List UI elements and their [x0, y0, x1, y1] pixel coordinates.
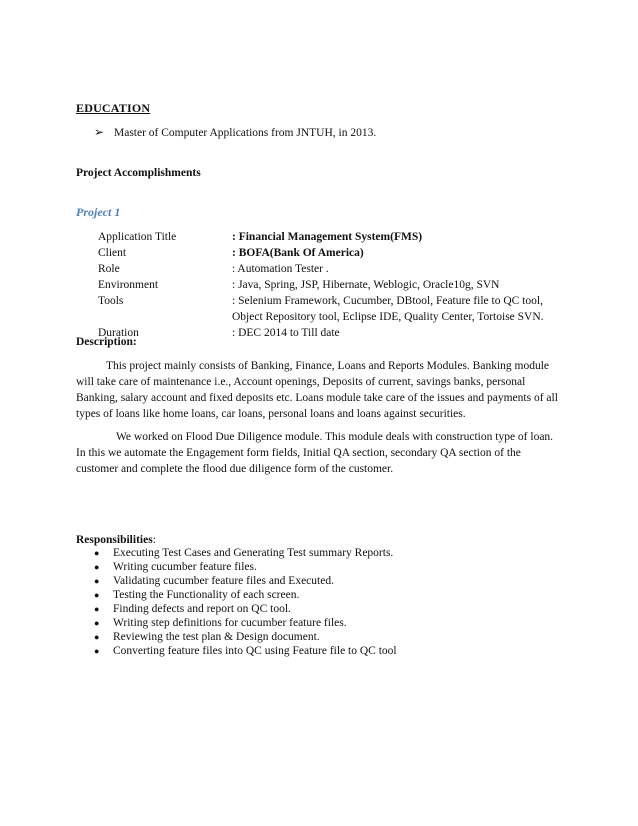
responsibilities-heading-colon: : — [152, 534, 156, 546]
list-item — [94, 546, 397, 560]
description-paragraph-2: We worked on Flood Due Diligence module. This module deals with construction type of loan. In this we automate the Engagement form fields, Initial QA section, secondary QA section of the customer and complete the flood due diligence form of the customer. — [76, 431, 554, 475]
detail-label: Role — [98, 263, 120, 275]
list-item — [94, 574, 397, 588]
detail-row-tools — [98, 293, 568, 309]
bullet-icon: ● — [94, 576, 100, 586]
bullet-icon: ● — [94, 646, 100, 656]
detail-label — [98, 309, 232, 325]
detail-row-duration — [98, 325, 568, 341]
responsibilities-list — [94, 546, 397, 658]
bullet-icon: ● — [94, 604, 100, 614]
description-paragraph-1: This project mainly consists of Banking, Finance, Loans and Reports Modules. Banking module will take care of maintenance i.e., Account openings, Deposits of current, savings banks, personal Banking, salary account and fixed deposits etc. Loans module take care of the issues and payments of all types of loans like home loans, car loans, personal loans and loans against securities. — [76, 360, 558, 420]
detail-label: Environment — [98, 279, 159, 291]
detail-label: Application Title — [98, 231, 177, 243]
list-item — [94, 602, 397, 616]
detail-value: Object Repository tool, Eclipse IDE, Quality Center, Tortoise SVN. — [232, 311, 544, 323]
list-item-text: Validating cucumber feature files and Executed. — [113, 575, 334, 587]
detail-row-client — [98, 245, 568, 261]
detail-value: : Automation Tester . — [232, 263, 329, 275]
list-item-text: Converting feature files into QC using Feature file to QC tool — [113, 645, 397, 657]
detail-value: : DEC 2014 to Till date — [232, 327, 340, 339]
list-item-text: Testing the Functionality of each screen. — [113, 589, 300, 601]
list-item-text: Executing Test Cases and Generating Test summary Reports. — [113, 547, 394, 559]
detail-row-application-title — [98, 229, 568, 245]
bullet-icon: ● — [94, 548, 100, 558]
responsibilities-heading-text: Responsibilities — [76, 534, 153, 546]
detail-row-tools-continued — [98, 309, 568, 325]
list-item-text: Reviewing the test plan & Design document. — [113, 631, 320, 643]
list-item — [94, 588, 397, 602]
bullet-icon: ● — [94, 590, 100, 600]
list-item — [94, 616, 397, 630]
description-heading: Description: — [76, 336, 137, 348]
arrow-bullet-icon: ➢ — [94, 125, 105, 139]
list-item-text: Writing step definitions for cucumber feature files. — [113, 617, 347, 629]
list-item — [94, 630, 397, 644]
list-item — [94, 644, 397, 658]
project-details — [98, 229, 568, 341]
bullet-icon: ● — [94, 562, 100, 572]
detail-value: : Selenium Framework, Cucumber, DBtool, Feature file to QC tool, — [232, 295, 543, 307]
detail-value: : BOFA(Bank Of America) — [232, 247, 364, 259]
responsibilities-heading — [76, 534, 156, 546]
detail-row-environment — [98, 277, 568, 293]
project-title: Project 1 — [76, 205, 121, 219]
detail-label: Duration — [98, 327, 139, 339]
list-item — [94, 560, 397, 574]
education-heading: EDUCATION — [76, 101, 151, 115]
list-item-text: Writing cucumber feature files. — [113, 561, 257, 573]
detail-value: : Financial Management System(FMS) — [232, 231, 423, 243]
detail-label: Client — [98, 247, 127, 259]
bullet-icon: ● — [94, 632, 100, 642]
education-item — [94, 125, 376, 140]
detail-label: Tools — [98, 295, 124, 307]
detail-row-role — [98, 261, 568, 277]
project-accomplishments-heading: Project Accomplishments — [76, 167, 201, 179]
detail-value: : Java, Spring, JSP, Hibernate, Weblogic, Oracle10g, SVN — [232, 279, 500, 291]
education-item-text: Master of Computer Applications from JNTUH, in 2013. — [114, 126, 377, 139]
bullet-icon: ● — [94, 618, 100, 628]
list-item-text: Finding defects and report on QC tool. — [113, 603, 291, 615]
